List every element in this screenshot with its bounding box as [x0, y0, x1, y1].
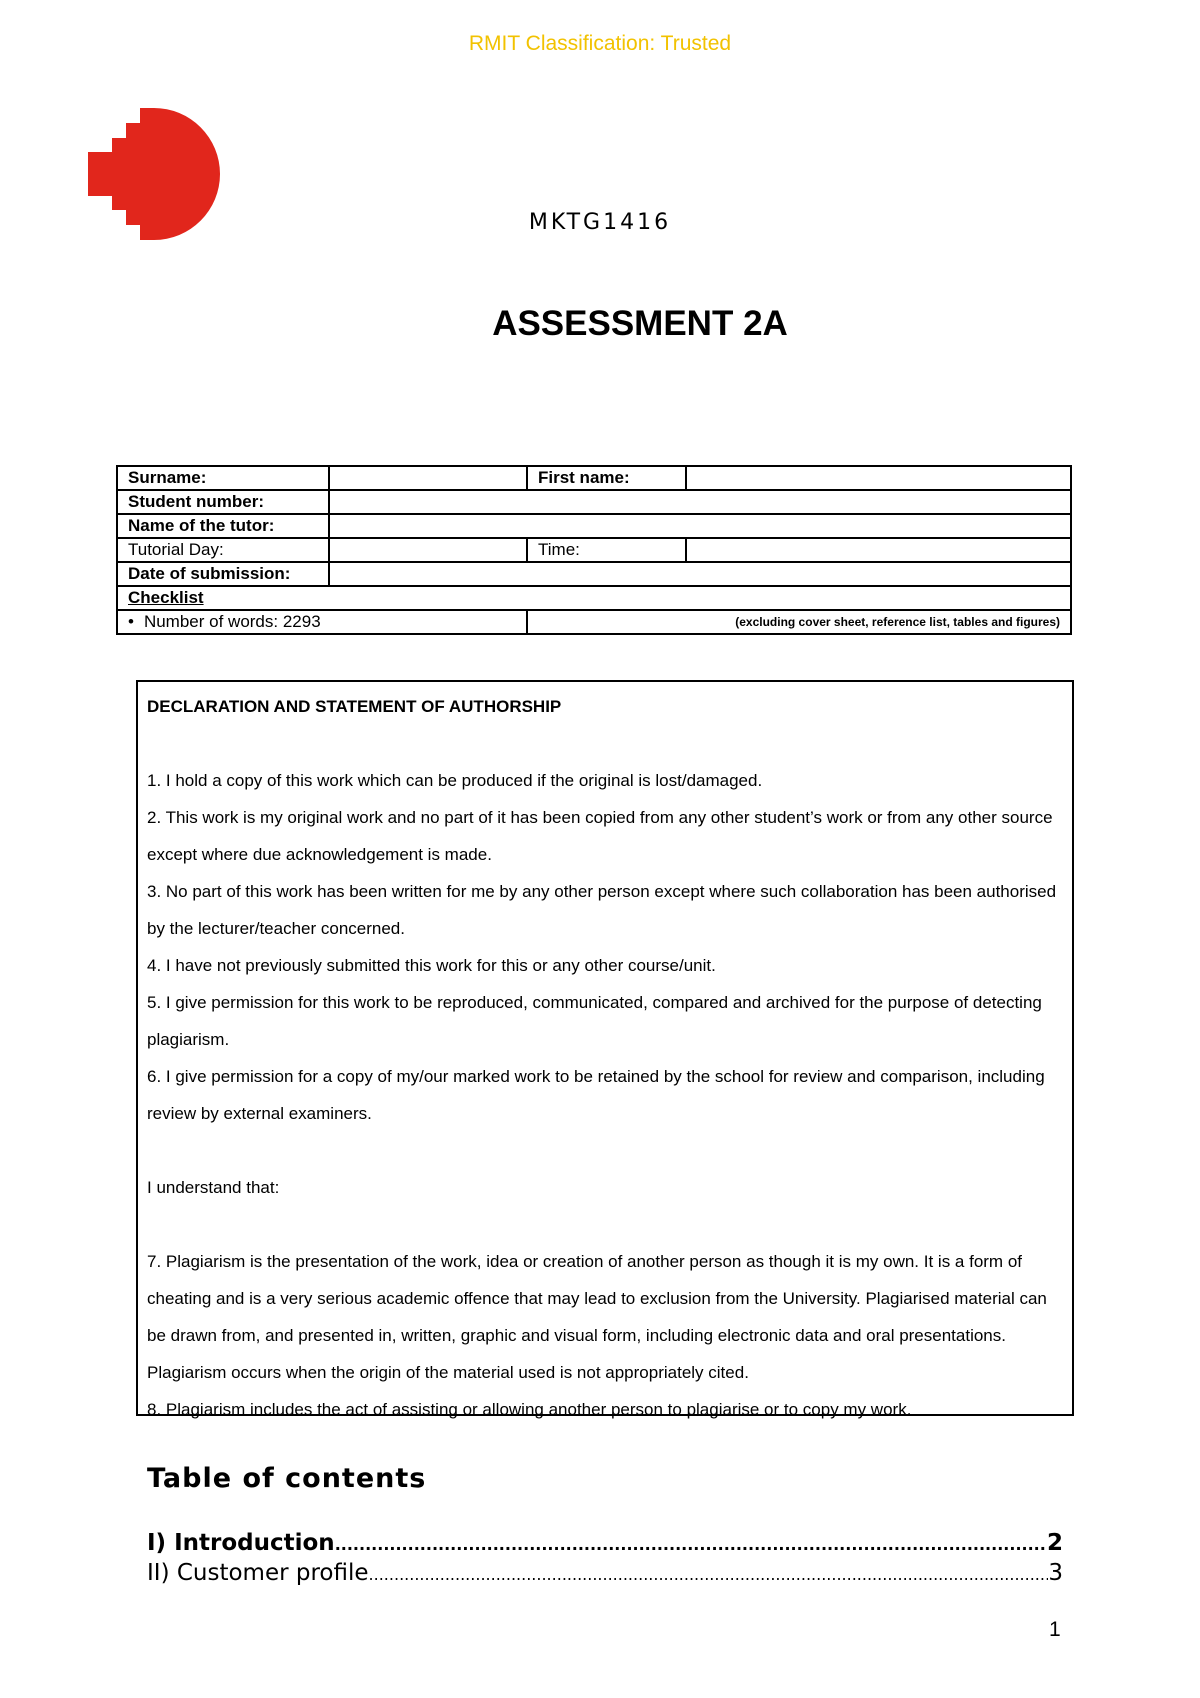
toc-entry-page: 2: [1046, 1530, 1063, 1556]
toc-leader: [369, 1565, 1049, 1584]
page-number: 1: [1049, 1618, 1061, 1641]
tutorial-day-field[interactable]: [329, 538, 527, 562]
declaration-item: 3. No part of this work has been written for me by any other person except where such collaboration has been authorised by the lecturer/teacher concerned.: [147, 882, 1057, 938]
bullet-icon: •: [128, 612, 134, 631]
course-code: MKTG1416: [528, 210, 672, 235]
surname-field[interactable]: [329, 466, 527, 490]
toc-entry-page: 3: [1048, 1560, 1063, 1586]
declaration-item: 2. This work is my original work and no part of it has been copied from any other student’s work or from any other source except where due acknowledgement is made.: [147, 808, 1053, 864]
checklist-cell: [117, 586, 1071, 610]
table-row: [117, 562, 1071, 586]
submission-date-field[interactable]: [329, 562, 1071, 586]
declaration-heading: DECLARATION AND STATEMENT OF AUTHORSHIP: [147, 697, 562, 716]
table-row: [117, 466, 1071, 490]
word-count-note: (excluding cover sheet, reference list, tables and figures): [527, 610, 1071, 634]
submission-date-label: Date of submission:: [117, 562, 329, 586]
word-count-cell: [117, 610, 527, 634]
document-title: ASSESSMENT 2A: [492, 304, 788, 343]
declaration-item: 5. I give permission for this work to be reproduced, communicated, compared and archived for the purpose of detecting plagiarism.: [147, 993, 1042, 1049]
student-number-field[interactable]: [329, 490, 1071, 514]
time-label: Time:: [527, 538, 686, 562]
checklist-label: Checklist: [128, 588, 204, 607]
declaration-item: 4. I have not previously submitted this work for this or any other course/unit.: [147, 956, 716, 975]
table-row: [117, 514, 1071, 538]
classification-label: RMIT Classification: Trusted: [468, 32, 732, 55]
table-row: [117, 538, 1071, 562]
declaration-box: [136, 680, 1074, 1419]
toc-entry-label: II) Customer profile: [147, 1560, 369, 1586]
declaration-item: 1. I hold a copy of this work which can be produced if the original is lost/damaged.: [147, 771, 763, 790]
tutorial-day-label: Tutorial Day:: [117, 538, 329, 562]
table-row: [117, 610, 1071, 634]
toc-leader: [335, 1535, 1047, 1554]
table-row: [117, 586, 1071, 610]
student-number-label: Student number:: [117, 490, 329, 514]
declaration-item: 6. I give permission for a copy of my/our marked work to be retained by the school for review and comparison, including review by external examiners.: [147, 1067, 1045, 1123]
toc-entry-introduction[interactable]: [147, 1530, 1063, 1556]
cover-sheet-table: [116, 465, 1072, 635]
declaration-item: 8. Plagiarism includes the act of assisting or allowing another person to plagiarise or to copy my work.: [147, 1400, 912, 1419]
first-name-label: First name:: [527, 466, 686, 490]
toc-entry-label: I) Introduction: [147, 1530, 335, 1556]
toc-title: Table of contents: [147, 1463, 427, 1494]
understand-heading: I understand that:: [147, 1178, 280, 1197]
declaration-item: 7. Plagiarism is the presentation of the work, idea or creation of another person as though it is my own. It is a form of cheating and is a very serious academic offence that may lead to exclusion from the University. Plagiarised material can be drawn from, and presented in, written, graphic and visual form, including electronic data and oral presentations. Plagiarism occurs when the origin of the material used is not appropriately cited.: [147, 1252, 1047, 1382]
word-count: Number of words: 2293: [143, 612, 321, 631]
tutor-label: Name of the tutor:: [117, 514, 329, 538]
toc-entry-customer-profile[interactable]: [147, 1560, 1063, 1586]
first-name-field[interactable]: [686, 466, 1071, 490]
tutor-field[interactable]: [329, 514, 1071, 538]
table-row: [117, 490, 1071, 514]
surname-label: Surname:: [117, 466, 329, 490]
time-field[interactable]: [686, 538, 1071, 562]
